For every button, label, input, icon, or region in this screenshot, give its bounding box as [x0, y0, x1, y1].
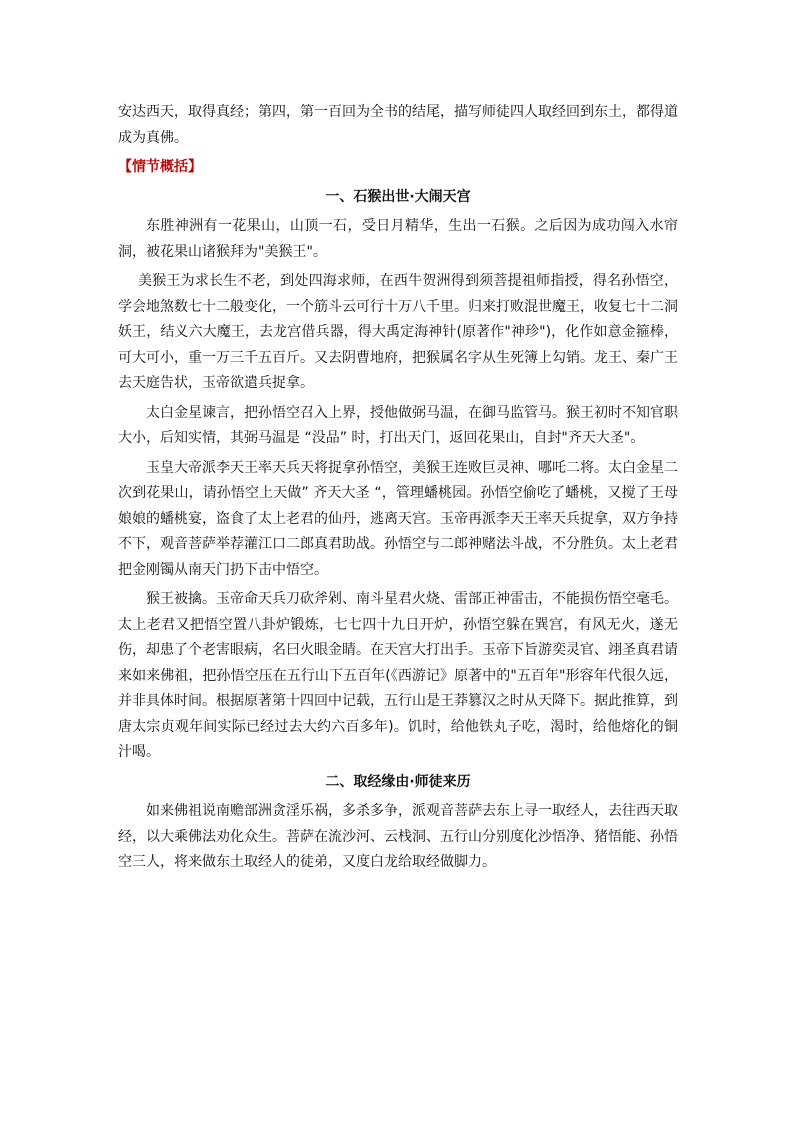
paragraph-1-4: 玉皇大帝派李天王率天兵天将捉拿孙悟空，美猴王连败巨灵神、哪吒二将。太白金星二次到花果山，请孙悟空上天做” 齐天大圣 “，管理蟠桃园。孙悟空偷吃了蟠桃，又搅了王母娘娘的蟠桃宴，盗食了太上老君的仙丹，逃离天宫。玉帝再派李天王率天兵捉拿，双方争持不下，观音菩萨举荐灌江口二郎真君助战。孙悟空与二郎神赌法斗战，不分胜负。太上老君把金刚镯从南天门扔下击中悟空。 — [118, 459, 678, 578]
document-body — [118, 100, 678, 880]
section-heading-1: 一、石猴出世·大闹天宫 — [325, 188, 471, 205]
section-tag-plot-summary: 【情节概括】 — [118, 159, 202, 175]
paragraph-1-2: 美猴王为求长生不老，到处四海求师，在西牛贺洲得到须菩提祖师指授，得名孙悟空，学会地煞数七十二般变化，一个筋斗云可行十万八千里。归来打败混世魔王，收复七十二洞妖王，结义六大魔王，去龙宫借兵器，得大禹定海神针(原著作"神珍")，化作如意金箍棒，可大可小，重一万三千五百斤。又去阴曹地府，把猴属名字从生死簿上勾销。龙王、秦广王去天庭告状，玉帝欲遣兵捉拿。 — [118, 273, 678, 391]
section-heading-2: 二、取经缘由·师徒来历 — [325, 773, 471, 790]
paragraph-1-5: 猴王被擒。玉帝命天兵刀砍斧剁、南斗星君火烧、雷部正神雷击，不能损伤悟空毫毛。太上老君又把悟空置八卦炉锻炼，七七四十九日开炉，孙悟空躲在巽宫，有风无火，遂无伤，却患了个老害眼病，名曰火眼金睛。在天宫大打出手。玉帝下旨游奕灵官、翊圣真君请来如来佛祖，把孙悟空压在五行山下五百年(《西游记》原著中的"五百年"形容年代很久远，并非具体时间。根据原著第十四回中记载，五行山是王莽篡汉之时从天降下。据此推算，到唐太宗贞观年间实际已经过去大约六百多年)。饥时，给他铁丸子吃，渴时，给他熔化的铜汁喝。 — [118, 591, 678, 760]
paragraph-1-3: 太白金星谏言，把孙悟空召入上界，授他做弼马温，在御马监管马。猴王初时不知官职大小，后知实情，其弼马温是 “没品” 时，打出天门，返回花果山，自封"齐天大圣"。 — [118, 404, 678, 446]
intro-paragraph: 安达西天，取得真经；第四，第一百回为全书的结尾，描写师徒四人取经回到东土，都得道成为真佛。 — [118, 104, 678, 146]
paragraph-2-1: 如来佛祖说南赡部洲贪淫乐祸，多杀多争，派观音菩萨去东上寻一取经人，去往西天取经，以大乘佛法劝化众生。菩萨在流沙河、云栈洞、五行山分别度化沙悟净、猪悟能、孙悟空三人，将来做东土取经人的徒弟，又度白龙给取经做脚力。 — [118, 803, 678, 870]
paragraph-1-1: 东胜神洲有一花果山，山顶一石，受日月精华，生出一石猴。之后因为成功闯入水帘洞，被花果山诸猴拜为"美猴王"。 — [118, 218, 678, 260]
